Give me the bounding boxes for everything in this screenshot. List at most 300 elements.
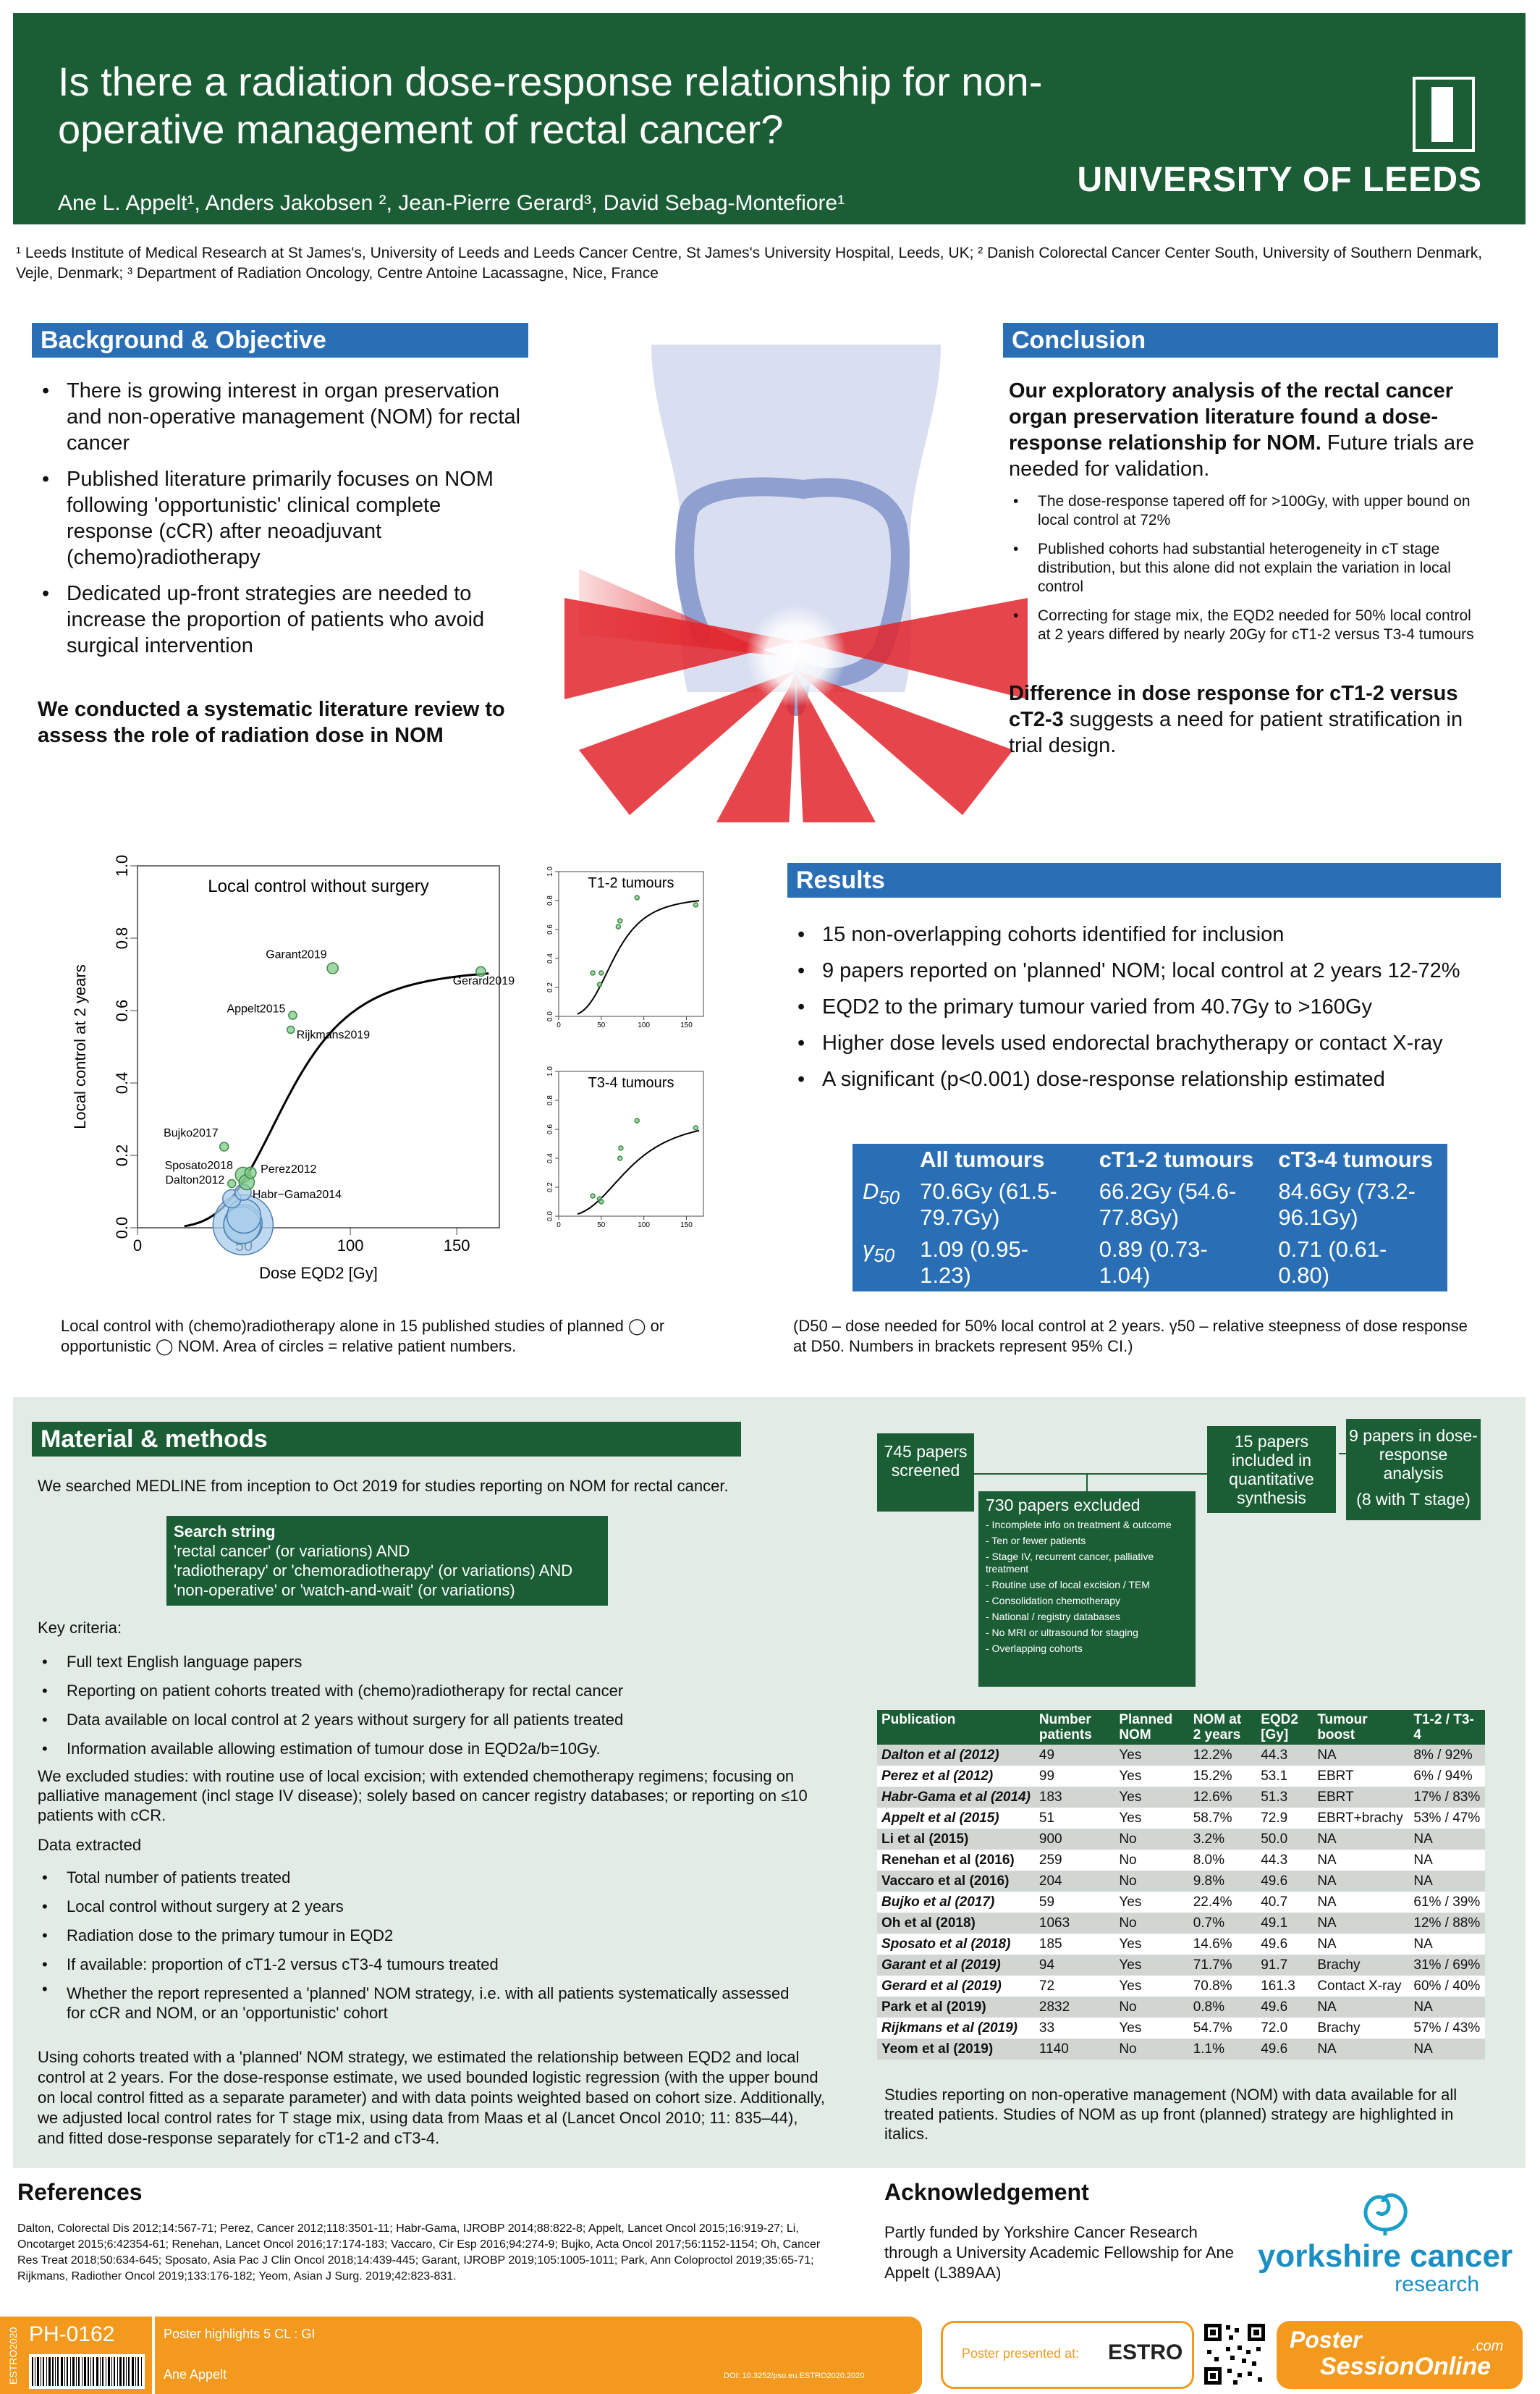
table-cell: 44.3 bbox=[1256, 1850, 1313, 1871]
point-label: Garant2019 bbox=[266, 948, 327, 961]
point-label: Rijkmans2019 bbox=[296, 1029, 371, 1042]
table-cell: 0.8% bbox=[1189, 1997, 1257, 2018]
y-tick-label: 0.2 bbox=[113, 1144, 131, 1167]
table-cell: 1063 bbox=[1035, 1913, 1114, 1934]
table-cell: 72 bbox=[1035, 1976, 1114, 1997]
y-tick-label: 0.8 bbox=[546, 1095, 554, 1105]
flow-analysis-box bbox=[1346, 1419, 1481, 1520]
x-tick-label: 50 bbox=[597, 1021, 606, 1029]
table-cell: 2832 bbox=[1035, 1997, 1114, 2018]
table-cell: 8% / 92% bbox=[1409, 1745, 1485, 1766]
table-cell: 12% / 88% bbox=[1409, 1913, 1485, 1934]
table-cell: 49.6 bbox=[1256, 2039, 1313, 2060]
table-row bbox=[877, 1829, 1485, 1850]
presented-at-label: Poster presented at: bbox=[962, 2346, 1080, 2361]
bullet-item: • Published cohorts had substantial heterogeneity in cT stage distribution, but this alone did not explain the variation in local control bbox=[1009, 540, 1486, 597]
table-cell: 66.2Gy (54.6-77.8Gy) bbox=[1099, 1179, 1237, 1230]
x-tick-label: 150 bbox=[680, 1021, 693, 1029]
table-row bbox=[877, 1745, 1485, 1766]
exclusion-text: We excluded studies: with routine use of local excision; with extended chemotherapy regimens; focusing on palliative management (incl stage IV disease); solely based on cancer registry databases; or reporting on ≤10 patients with cCR. bbox=[38, 1767, 808, 1824]
rose-icon bbox=[1345, 2179, 1425, 2237]
y-tick-label: 1.0 bbox=[546, 1066, 554, 1076]
publication-cell: Appelt et al (2015) bbox=[877, 1808, 1035, 1829]
table-header bbox=[852, 1144, 910, 1176]
table-header: All tumours bbox=[920, 1147, 1045, 1172]
flow-excluded-item: - Overlapping cohorts bbox=[986, 1643, 1083, 1654]
flow-included-box: 15 papers included in quantitative synthesis bbox=[1207, 1426, 1336, 1513]
table-cell: 53% / 47% bbox=[1409, 1808, 1485, 1829]
table-cell: NA bbox=[1409, 1871, 1485, 1892]
table-cell: 33 bbox=[1035, 2018, 1114, 2039]
table-cell: 84.6Gy (73.2-96.1Gy) bbox=[1278, 1179, 1416, 1230]
references-text: Dalton, Colorectal Dis 2012;14:567-71; Perez, Cancer 2012;118:3501-11; Habr-Gama, IJROBP 2014;88:822-8; Appelt, Lancet Oncol 2015;16:919-27; Li, Oncotarget 2015;6:42354-61; Renehan, Lancet Oncol 2016;17:174-183; Vaccaro, Cir Esp 2016;94:274-9; Bujko, Acta Oncol 2017;56:1152-1154; Oh, Cancer Res Treat 2018;50:634-645; Sposato, Asia Pac J Clin Oncol 2018;14:439-445; Garant, IJROBP 2019;105:1005-1011; Park, Ann Coloproctol 2019;35:65-71; Rijkmans, Radiother Oncol 2019;133:176-182; Yeom, Asian J Surg. 2019;42:823-831. bbox=[17, 2222, 821, 2283]
flow-excluded-item: - Ten or fewer patients bbox=[986, 1535, 1086, 1546]
results-bullets bbox=[793, 916, 1502, 1097]
data-point bbox=[616, 924, 620, 929]
publication-cell: Oh et al (2018) bbox=[877, 1913, 1035, 1934]
table-cell: 161.3 bbox=[1256, 1976, 1313, 1997]
x-tick-label: 100 bbox=[638, 1221, 650, 1229]
table-header: Tumour boost bbox=[1313, 1710, 1409, 1745]
table-cell: 54.7% bbox=[1189, 2018, 1257, 2039]
table-header: T1-2 / T3-4 bbox=[1409, 1710, 1485, 1745]
gamma50-label: $\gamma_{50}$ bbox=[863, 1236, 895, 1267]
table-cell: 22.4% bbox=[1189, 1892, 1257, 1913]
table-cell: EBRT bbox=[1313, 1787, 1409, 1808]
figure-caption: Local control with (chemo)radiotherapy alone in 15 published studies of planned ◯ or opportunistic ◯ NOM. Area of circles = relative patient numbers. bbox=[61, 1317, 665, 1355]
table-cell: 49.6 bbox=[1256, 1871, 1313, 1892]
table-cell: NA bbox=[1313, 1850, 1409, 1871]
radiation-body-illustration bbox=[564, 345, 1028, 822]
y-tick-label: 0.0 bbox=[113, 1216, 131, 1239]
bullet-item: • 15 non-overlapping cohorts identified for inclusion bbox=[793, 916, 1502, 953]
data-point bbox=[599, 1200, 604, 1204]
table-cell: No bbox=[1114, 1850, 1188, 1871]
data-point bbox=[635, 895, 639, 900]
dose-response-curve bbox=[578, 1131, 699, 1214]
table-header: Number patients bbox=[1035, 1710, 1114, 1745]
publication-cell: Gerard et al (2019) bbox=[877, 1976, 1035, 1997]
x-axis-label: Dose EQD2 [Gy] bbox=[259, 1264, 378, 1282]
publication-cell: Perez et al (2012) bbox=[877, 1766, 1035, 1787]
publication-cell: Rijkmans et al (2019) bbox=[877, 2018, 1035, 2039]
author-list: Ane L. Appelt¹, Anders Jakobsen ², Jean-Pierre Gerard³, David Sebag-Montefiore¹ bbox=[58, 191, 845, 215]
table-caption: Studies reporting on non-operative management (NOM) with data available for all treated patients. Studies of NOM as up front (planned) strategy are highlighted in italics. bbox=[884, 2086, 1458, 2143]
table-cell: 259 bbox=[1035, 1850, 1114, 1871]
data-point bbox=[693, 1126, 698, 1130]
table-cell: Contact X-ray bbox=[1313, 1976, 1409, 1997]
data-point bbox=[619, 1146, 623, 1150]
analysis-text: Using cohorts treated with a 'planned' NOM strategy, we estimated the relationship between EQD2 and local control at 2 years. For the dose-response estimate, we used bounded logistic regression (with the upper bound on local control fitted as a separate parameter) and with data points weighted based on cohort size. Additionally, we adjusted local control rates for T stage mix, using data from Maas et al (Lancet Oncol 2010; 11: 835–44), and fitted dose-response separately for cT1-2 and cT3-4. bbox=[38, 2048, 826, 2147]
table-cell: Yes bbox=[1114, 1808, 1188, 1829]
data-point bbox=[287, 1027, 295, 1034]
data-point bbox=[220, 1142, 229, 1151]
table-cell: NA bbox=[1313, 1745, 1409, 1766]
table-row bbox=[877, 1997, 1485, 2018]
data-point bbox=[597, 982, 601, 987]
y-tick-label: 1.0 bbox=[546, 867, 554, 877]
bullet-item: • Data available on local control at 2 years without surgery for all patients treated bbox=[38, 1706, 834, 1735]
methods-heading: Material & methods bbox=[32, 1422, 741, 1457]
footer-doi: DOI: 10.3252/pso.eu.ESTRO2020.2020 bbox=[724, 2372, 865, 2380]
poster-code: PH-0162 bbox=[29, 2322, 115, 2346]
dose-response-table bbox=[852, 1144, 1447, 1291]
table-cell: 71.7% bbox=[1189, 1955, 1257, 1976]
background-heading: Background & Objective bbox=[32, 323, 528, 358]
data-point bbox=[591, 971, 595, 975]
table-cell: Yes bbox=[1114, 1787, 1188, 1808]
bullet-item: • The dose-response tapered off for >100Gy, with upper bound on local control at 72% bbox=[1009, 492, 1486, 530]
publication-cell: Garant et al (2019) bbox=[877, 1955, 1035, 1976]
data-point bbox=[618, 919, 622, 923]
university-name: UNIVERSITY OF LEEDS bbox=[1077, 161, 1482, 199]
flow-analysis-text: 9 papers in dose-response analysis bbox=[1349, 1426, 1478, 1483]
table-cell: 49.1 bbox=[1256, 1913, 1313, 1934]
references-heading: References bbox=[17, 2179, 143, 2205]
point-label: Appelt2015 bbox=[227, 1003, 286, 1016]
flow-excluded-item: - Routine use of local excision / TEM bbox=[986, 1579, 1150, 1590]
methods-intro: We searched MEDLINE from inception to Oct 2019 for studies reporting on NOM for rectal cancer. bbox=[38, 1477, 729, 1495]
data-point bbox=[693, 903, 698, 907]
table-cell: 9.8% bbox=[1189, 1871, 1257, 1892]
conclusion-lead-bold: Our exploratory analysis of the rectal cancer organ preservation literature found a dose-response relationship for NOM. bbox=[1009, 379, 1454, 455]
table-cell: 3.2% bbox=[1189, 1829, 1257, 1850]
point-label: Dalton2012 bbox=[165, 1174, 225, 1187]
table-cell: 31% / 69% bbox=[1409, 1955, 1485, 1976]
data-point bbox=[599, 971, 604, 975]
table-cell: NA bbox=[1313, 2039, 1409, 2060]
bullet-item: • Radiation dose to the primary tumour in EQD2 bbox=[38, 1921, 805, 1950]
data-point bbox=[635, 1118, 639, 1123]
x-tick-label: 100 bbox=[638, 1021, 650, 1029]
t3-4-chart bbox=[533, 1061, 721, 1249]
y-tick-label: 0.0 bbox=[546, 1211, 554, 1221]
y-tick-label: 0.2 bbox=[546, 982, 554, 992]
table-row bbox=[877, 1892, 1485, 1913]
table-cell: NA bbox=[1313, 1829, 1409, 1850]
ycr-logo-text: yorkshire cancer bbox=[1257, 2238, 1513, 2274]
table-cell: Yes bbox=[1114, 2018, 1188, 2039]
dose-response-curve bbox=[578, 901, 699, 1014]
table-cell: 12.2% bbox=[1189, 1745, 1257, 1766]
plot-frame bbox=[559, 872, 703, 1016]
point-label: Habr−Gama2014 bbox=[252, 1189, 342, 1201]
table-cell: NA bbox=[1313, 1871, 1409, 1892]
table-cell: NA bbox=[1409, 2039, 1485, 2060]
x-tick-label: 150 bbox=[680, 1221, 693, 1229]
ycr-logo bbox=[1248, 2179, 1523, 2302]
y-tick-label: 0.6 bbox=[546, 924, 554, 935]
y-tick-label: 0.0 bbox=[546, 1011, 554, 1021]
flow-excluded-box bbox=[978, 1491, 1196, 1687]
chart-title: Local control without surgery bbox=[208, 877, 429, 896]
footer-vertical-label: ESTRO2020 bbox=[7, 2327, 19, 2385]
poster-header bbox=[13, 13, 1526, 224]
table-cell: Yes bbox=[1114, 1745, 1188, 1766]
flow-excluded-item: - Consolidation chemotherapy bbox=[986, 1595, 1120, 1606]
conclusion-final-rest: suggests a need for patient stratification in trial design. bbox=[1009, 708, 1463, 757]
publication-cell: Park et al (2019) bbox=[877, 1997, 1035, 2018]
table-cell: 49.6 bbox=[1256, 1934, 1313, 1955]
table-row bbox=[877, 1808, 1485, 1829]
d50-label: $D_{50}$ bbox=[863, 1179, 900, 1209]
data-point bbox=[245, 1167, 256, 1179]
table-cell: Yes bbox=[1114, 1955, 1188, 1976]
table-cell: No bbox=[1114, 1829, 1188, 1850]
table-cell: 59 bbox=[1035, 1892, 1114, 1913]
publication-cell: Li et al (2015) bbox=[877, 1829, 1035, 1850]
x-tick-label: 0 bbox=[132, 1236, 143, 1255]
table-header: EQD2 [Gy] bbox=[1256, 1710, 1313, 1745]
point-label: Sposato2018 bbox=[164, 1160, 233, 1172]
table-cell: NA bbox=[1313, 1997, 1409, 2018]
table-cell: 8.0% bbox=[1189, 1850, 1257, 1871]
local-control-chart bbox=[43, 854, 521, 1310]
publication-cell: Dalton et al (2012) bbox=[877, 1745, 1035, 1766]
search-line: 'non-operative' or 'watch-and-wait' (or variations) bbox=[174, 1581, 515, 1599]
table-cell: 49.6 bbox=[1256, 1997, 1313, 2018]
estro-logo: ESTRO bbox=[1108, 2340, 1183, 2364]
table-cell: 72.9 bbox=[1256, 1808, 1313, 1829]
table-cell: 40.7 bbox=[1256, 1892, 1313, 1913]
bullet-item: • Higher dose levels used endorectal brachytherapy or contact X-ray bbox=[793, 1025, 1502, 1061]
table-cell: 1.1% bbox=[1189, 2039, 1257, 2060]
table-header: Publication bbox=[877, 1710, 1035, 1745]
table-cell: Yes bbox=[1114, 1976, 1188, 1997]
pso-logo bbox=[1277, 2321, 1523, 2389]
table-cell: 50.0 bbox=[1256, 1829, 1313, 1850]
table-row bbox=[877, 2018, 1485, 2039]
data-point bbox=[327, 963, 338, 974]
bullet-item: • Full text English language papers bbox=[38, 1648, 834, 1677]
y-tick-label: 0.4 bbox=[113, 1071, 131, 1095]
chart-title: T3-4 tumours bbox=[588, 1075, 674, 1091]
conclusion-heading: Conclusion bbox=[1003, 323, 1498, 358]
table-cell: 51.3 bbox=[1256, 1787, 1313, 1808]
table-cell: 70.6Gy (61.5-79.7Gy) bbox=[920, 1179, 1057, 1230]
bullet-item: • Correcting for stage mix, the EQD2 needed for 50% local control at 2 years differed by nearly 20Gy for cT1-2 versus T3-4 tumours bbox=[1009, 607, 1486, 644]
table-row bbox=[877, 1976, 1485, 1997]
table-cell: NA bbox=[1409, 1934, 1485, 1955]
table-cell: No bbox=[1114, 2039, 1188, 2060]
university-logo bbox=[1077, 77, 1482, 200]
y-tick-label: 0.8 bbox=[546, 895, 554, 906]
extracted-list bbox=[38, 1863, 805, 2023]
table-header: NOM at 2 years bbox=[1189, 1710, 1257, 1745]
bullet-item: • There is growing interest in organ preservation and non-operative management (NOM) for rectal cancer bbox=[38, 378, 530, 456]
table-cell: 72.0 bbox=[1256, 2018, 1313, 2039]
table-cell: Yes bbox=[1114, 1766, 1188, 1787]
table-cell: 0.71 (0.61-0.80) bbox=[1278, 1236, 1387, 1288]
table-cell: 53.1 bbox=[1256, 1766, 1313, 1787]
table-row bbox=[877, 1850, 1485, 1871]
criteria-list bbox=[38, 1648, 834, 1763]
y-tick-label: 0.2 bbox=[546, 1182, 554, 1192]
table-cell: Yes bbox=[1114, 1934, 1188, 1955]
data-point bbox=[289, 1011, 297, 1019]
conclusion-final-bold: Difference in dose response for cT1-2 versus cT2-3 bbox=[1009, 682, 1458, 731]
table-cell: NA bbox=[1409, 1997, 1485, 2018]
extracted-label: Data extracted bbox=[38, 1836, 142, 1854]
poster-title: Is there a radiation dose-response relationship for non-operative management of rectal cancer? bbox=[58, 59, 1043, 152]
table-cell: No bbox=[1114, 1871, 1188, 1892]
table-cell: 0.89 (0.73-1.04) bbox=[1099, 1236, 1208, 1288]
table-row bbox=[877, 1934, 1485, 1955]
flow-excluded-item: - National / registry databases bbox=[986, 1611, 1120, 1622]
table-cell: 44.3 bbox=[1256, 1745, 1313, 1766]
data-point bbox=[228, 1180, 236, 1188]
table-cell: 185 bbox=[1035, 1934, 1114, 1955]
table-cell: NA bbox=[1313, 1934, 1409, 1955]
qr-code-icon bbox=[1201, 2321, 1268, 2387]
publication-cell: Vaccaro et al (2016) bbox=[877, 1871, 1035, 1892]
point-label: Gerard2019 bbox=[452, 975, 515, 987]
affiliations: ¹ Leeds Institute of Medical Research at St James's, University of Leeds and Leeds Cancer Centre, St James's University Hospital, Leeds, UK; ² Danish Colorectal Cancer Center South, University of Southern Denmark, Vejle, Denmark; ³ Department of Radiation Oncology, Centre Antoine Lacassagne, Nice, France bbox=[16, 245, 1483, 282]
table-cell: 6% / 94% bbox=[1409, 1766, 1485, 1787]
t1-2-chart bbox=[533, 861, 721, 1050]
x-tick-label: 150 bbox=[443, 1236, 470, 1255]
flow-excluded-item: - Incomplete info on treatment & outcome bbox=[986, 1519, 1172, 1530]
y-tick-label: 1.0 bbox=[113, 854, 131, 877]
table-cell: NA bbox=[1313, 1913, 1409, 1934]
publication-cell: Bujko et al (2017) bbox=[877, 1892, 1035, 1913]
table-cell: NA bbox=[1409, 1850, 1485, 1871]
presented-at-block bbox=[941, 2321, 1194, 2389]
university-crest-icon bbox=[1413, 77, 1475, 152]
bullet-item: • EQD2 to the primary tumour varied from 40.7Gy to >160Gy bbox=[793, 989, 1502, 1025]
table-cell: EBRT+brachy bbox=[1313, 1808, 1409, 1829]
x-tick-label: 0 bbox=[557, 1221, 561, 1229]
pso-logo-line2: SessionOnline bbox=[1320, 2353, 1492, 2380]
session-label: Poster highlights 5 CL : GI bbox=[164, 2327, 316, 2341]
point-label: Perez2012 bbox=[261, 1163, 317, 1176]
table-header: cT1-2 tumours bbox=[1099, 1147, 1254, 1172]
barcode-icon bbox=[29, 2354, 145, 2389]
x-tick-label: 0 bbox=[557, 1021, 561, 1029]
publication-cell: Habr-Gama et al (2014) bbox=[877, 1787, 1035, 1808]
table-cell: 91.7 bbox=[1256, 1955, 1313, 1976]
bullet-item: • Reporting on patient cohorts treated with (chemo)radiotherapy for rectal cancer bbox=[38, 1677, 834, 1706]
table-cell: 94 bbox=[1035, 1955, 1114, 1976]
y-axis-label: Local control at 2 years bbox=[71, 964, 89, 1129]
table-cell: 70.8% bbox=[1189, 1976, 1257, 1997]
criteria-label: Key criteria: bbox=[38, 1619, 122, 1637]
table-cell: 17% / 83% bbox=[1409, 1787, 1485, 1808]
table-cell: 900 bbox=[1035, 1829, 1114, 1850]
data-point bbox=[618, 1156, 622, 1160]
table-cell: 15.2% bbox=[1189, 1766, 1257, 1787]
publication-cell: Yeom et al (2019) bbox=[877, 2039, 1035, 2060]
conclusion-final bbox=[1009, 680, 1501, 759]
bullet-item: • Total number of patients treated bbox=[38, 1863, 805, 1892]
table-cell: 60% / 40% bbox=[1409, 1976, 1485, 1997]
y-tick-label: 0.6 bbox=[546, 1124, 554, 1134]
flow-excluded-item: - No MRI or ultrasound for staging bbox=[986, 1627, 1138, 1638]
flow-analysis-sub: (8 with T stage) bbox=[1356, 1490, 1471, 1509]
table-header: Planned NOM bbox=[1114, 1710, 1188, 1745]
table-cell: NA bbox=[1409, 1829, 1485, 1850]
publication-cell: Renehan et al (2016) bbox=[877, 1850, 1035, 1871]
table-cell: 49 bbox=[1035, 1745, 1114, 1766]
y-tick-label: 0.8 bbox=[113, 927, 131, 950]
bullet-item: • If available: proportion of cT1-2 versus cT3-4 tumours treated bbox=[38, 1950, 805, 1979]
objective-statement: We conducted a systematic literature review to assess the role of radiation dose in NOM bbox=[38, 698, 505, 747]
table-row bbox=[877, 1787, 1485, 1808]
table-cell: Brachy bbox=[1313, 1955, 1409, 1976]
bullet-item: • 9 papers reported on 'planned' NOM; local control at 2 years 12-72% bbox=[793, 953, 1502, 989]
pso-logo-com: .com bbox=[1472, 2338, 1504, 2354]
point-label: Bujko2017 bbox=[164, 1127, 219, 1139]
table-cell: 61% / 39% bbox=[1409, 1892, 1485, 1913]
conclusion-bullets bbox=[1009, 492, 1486, 644]
table-cell: 57% / 43% bbox=[1409, 2018, 1485, 2039]
table-header: cT3-4 tumours bbox=[1278, 1147, 1433, 1172]
y-tick-label: 0.6 bbox=[113, 999, 131, 1022]
bullet-item: • A significant (p<0.001) dose-response relationship estimated bbox=[793, 1061, 1502, 1097]
flow-excluded-item: - Stage IV, recurrent cancer, palliative treatment bbox=[986, 1551, 1154, 1575]
flow-screened-box: 745 papers screened bbox=[877, 1433, 974, 1512]
ycr-logo-sub: research bbox=[1395, 2272, 1479, 2296]
conclusion-lead bbox=[1009, 378, 1501, 482]
background-bullets bbox=[38, 378, 530, 659]
footer-author: Ane Appelt bbox=[164, 2367, 227, 2382]
publication-table bbox=[877, 1710, 1485, 2060]
bullet-item: • Dedicated up-front strategies are needed to increase the proportion of patients who avoid surgical intervention bbox=[38, 581, 530, 659]
bullet-item: • Local control without surgery at 2 years bbox=[38, 1892, 805, 1921]
table-cell: 14.6% bbox=[1189, 1934, 1257, 1955]
x-tick-label: 50 bbox=[597, 1221, 606, 1229]
table-cell: 183 bbox=[1035, 1787, 1114, 1808]
table-cell: Yes bbox=[1114, 1892, 1188, 1913]
publication-cell: Sposato et al (2018) bbox=[877, 1934, 1035, 1955]
table-row bbox=[877, 1913, 1485, 1934]
plot-frame bbox=[559, 1071, 703, 1216]
search-line: 'rectal cancer' (or variations) AND bbox=[174, 1542, 410, 1560]
chart-title: T1-2 tumours bbox=[588, 875, 674, 891]
search-string-title: Search string bbox=[174, 1522, 276, 1540]
search-line: 'radiotherapy' or 'chemoradiotherapy' (or variations) AND bbox=[174, 1561, 573, 1580]
table-cell: No bbox=[1114, 1997, 1188, 2018]
table-row bbox=[877, 1766, 1485, 1787]
y-tick-label: 0.4 bbox=[546, 953, 554, 964]
table-row bbox=[877, 2039, 1485, 2060]
table-cell: 0.7% bbox=[1189, 1913, 1257, 1934]
results-heading: Results bbox=[787, 863, 1501, 898]
results-note: (D50 – dose needed for 50% local control at 2 years. γ50 – relative steepness of dose response at D50. Numbers in brackets represent 95% CI.) bbox=[793, 1317, 1468, 1355]
table-cell: Brachy bbox=[1313, 2018, 1409, 2039]
acknowledgement-heading: Acknowledgement bbox=[884, 2179, 1089, 2205]
table-cell: 1.09 (0.95-1.23) bbox=[920, 1236, 1029, 1288]
table-cell: NA bbox=[1313, 1892, 1409, 1913]
conclusion-lead-rest: Future trials are needed for validation. bbox=[1009, 431, 1474, 481]
acknowledgement-text: Partly funded by Yorkshire Cancer Research through a University Academic Fellowship for Ane Appelt (L389AA) bbox=[884, 2223, 1235, 2282]
y-tick-label: 0.4 bbox=[546, 1153, 554, 1163]
table-cell: 12.6% bbox=[1189, 1787, 1257, 1808]
bullet-item: • Published literature primarily focuses on NOM following 'opportunistic' clinical complete response (cCR) after neoadjuvant (chemo)radiotherapy bbox=[38, 466, 530, 570]
bullet-item: • Whether the report represented a 'planned' NOM strategy, i.e. with all patients systematically assessed for cCR and NOM, or an 'opportunistic' cohort bbox=[38, 1979, 805, 2023]
table-cell: No bbox=[1114, 1913, 1188, 1934]
table-cell: 58.7% bbox=[1189, 1808, 1257, 1829]
x-tick-label: 100 bbox=[337, 1236, 364, 1255]
table-row bbox=[877, 1955, 1485, 1976]
table-cell: EBRT bbox=[1313, 1766, 1409, 1787]
table-row bbox=[877, 1871, 1485, 1892]
search-string-box bbox=[166, 1516, 608, 1606]
bullet-item: • Information available allowing estimation of tumour dose in EQD2a/b=10Gy. bbox=[38, 1735, 834, 1763]
pso-logo-line1: Poster bbox=[1290, 2327, 1362, 2353]
table-cell: 1140 bbox=[1035, 2039, 1114, 2060]
table-cell: 99 bbox=[1035, 1766, 1114, 1787]
